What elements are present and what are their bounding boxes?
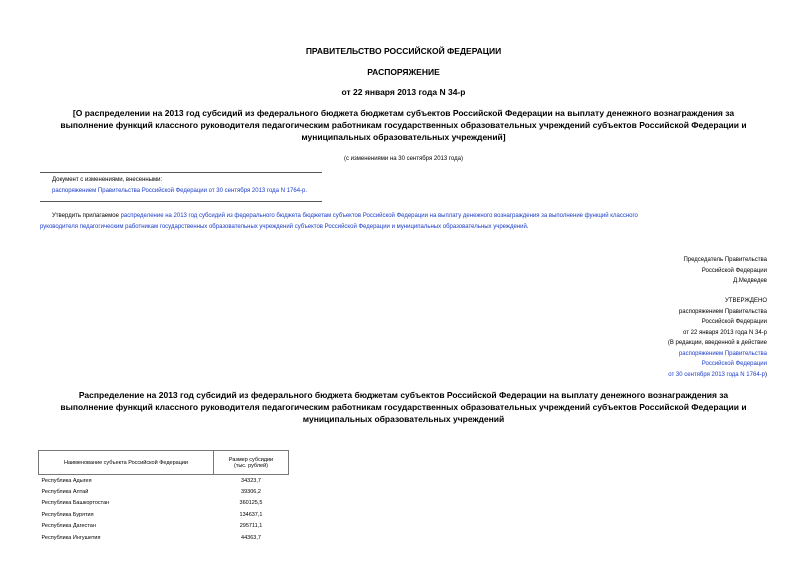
- row-subject: Республика Адыгея: [41, 477, 92, 484]
- row-subject: Республика Бурятия: [41, 511, 94, 518]
- distribution-title-line-2: выполнение функций классного руководителя педагогическим работникам государственных образовательных учреждений субъектов Российской Федерации и: [60, 402, 747, 412]
- row-subject: Республика Алтай: [41, 489, 89, 496]
- signature-position: Председатель Правительства: [683, 257, 767, 263]
- column-header-amount-line-1: Размер субсидии: [228, 456, 274, 463]
- table-row: [39, 521, 289, 532]
- amendments-link[interactable]: распоряжением Правительства Российской Федерации от 30 сентября 2013 года N 1764-р.: [52, 188, 308, 194]
- row-subject: Республика Дагестан: [41, 523, 96, 530]
- row-amount: 295711,1: [239, 523, 263, 530]
- distribution-title-line-3: муниципальных образовательных учреждений: [302, 414, 505, 424]
- distribution-title-line-1: Распределение на 2013 год субсидий из федерального бюджета бюджетам субъектов Российской Федерации на выплату денежного вознаграждения за: [78, 390, 729, 400]
- approve-suffix: .: [526, 224, 529, 230]
- distribution-link-1[interactable]: распределение на 2013 год субсидий из федерального бюджета бюджетам субъектов Российской Федерации на выплату денежного вознаграждения за выполнение функций классного: [120, 213, 638, 219]
- table-row: [39, 498, 289, 509]
- signature-name: Д.Медведев: [733, 278, 767, 284]
- subject-line-3: муниципальных образовательных учреждений]: [301, 132, 506, 142]
- table-row: [39, 486, 289, 497]
- divider-bottom: [40, 201, 322, 202]
- subject-line-2: выполнение функций классного руководителя педагогическим работникам государственных образовательных учреждений субъектов Российской Федерации и: [60, 120, 747, 130]
- subsidy-table: [38, 450, 289, 543]
- row-amount: 360125,5: [239, 500, 263, 507]
- approval-link-2[interactable]: Российской Федерации: [701, 361, 767, 367]
- approval-line-2: Российской Федерации: [701, 319, 767, 325]
- table-header-row: [39, 451, 289, 475]
- approve-paragraph: [40, 211, 771, 233]
- approval-close: ): [765, 371, 767, 378]
- approval-line-3: от 22 января 2013 года N 34-р: [683, 329, 767, 336]
- table-row: [39, 532, 289, 543]
- row-subject: Республика Башкортостан: [41, 500, 110, 507]
- row-amount: 39306,2: [241, 489, 261, 496]
- document-subject: [28, 107, 779, 143]
- approval-link-3[interactable]: от 30 сентября 2013 года N 1764-р: [668, 371, 765, 378]
- row-amount: 134637,1: [239, 511, 263, 518]
- document-date-number: от 22 января 2013 года N 34-р: [341, 87, 466, 97]
- distribution-link-2[interactable]: руководителя педагогическим работникам государственных образовательных учреждений субъектов Российской Федерации и муниципальных образовательных учреждений: [40, 224, 527, 230]
- column-header-subject: Наименование субъекта Российской Федерации: [39, 451, 214, 475]
- column-header-amount: [214, 451, 289, 475]
- distribution-title: [28, 389, 779, 425]
- signature-position-2: Российской Федерации: [701, 267, 767, 274]
- row-amount: 44363,7: [241, 534, 261, 541]
- changes-note: (с изменениями на 30 сентября 2013 года): [344, 156, 463, 162]
- approval-link-1[interactable]: распоряжением Правительства: [678, 350, 767, 357]
- column-header-amount-line-2: (тыс. рублей): [234, 462, 268, 469]
- table-row: [39, 475, 289, 487]
- government-title: ПРАВИТЕЛЬСТВО РОССИЙСКОЙ ФЕДЕРАЦИИ: [305, 46, 502, 56]
- subject-line-1: [О распределении на 2013 год субсидий из федерального бюджета бюджетам субъектов Российской Федерации на выплату денежного вознаграждения за: [72, 108, 735, 118]
- approval-block: [668, 296, 767, 380]
- approval-line-1: распоряжением Правительства: [678, 308, 767, 315]
- signature-block: [683, 255, 767, 287]
- amendments-label: Документ с изменениями, внесенными:: [52, 177, 163, 183]
- table-row: [39, 509, 289, 520]
- approval-line-4: (В редакции, введенной в действие: [667, 340, 767, 346]
- approve-prefix: Утвердить прилагаемое: [52, 213, 121, 219]
- document-type: РАСПОРЯЖЕНИЕ: [367, 67, 440, 77]
- row-amount: 34323,7: [241, 477, 261, 484]
- approval-title: УТВЕРЖДЕНО: [724, 298, 767, 304]
- divider-top: [40, 172, 322, 173]
- row-subject: Республика Ингушетия: [41, 534, 101, 541]
